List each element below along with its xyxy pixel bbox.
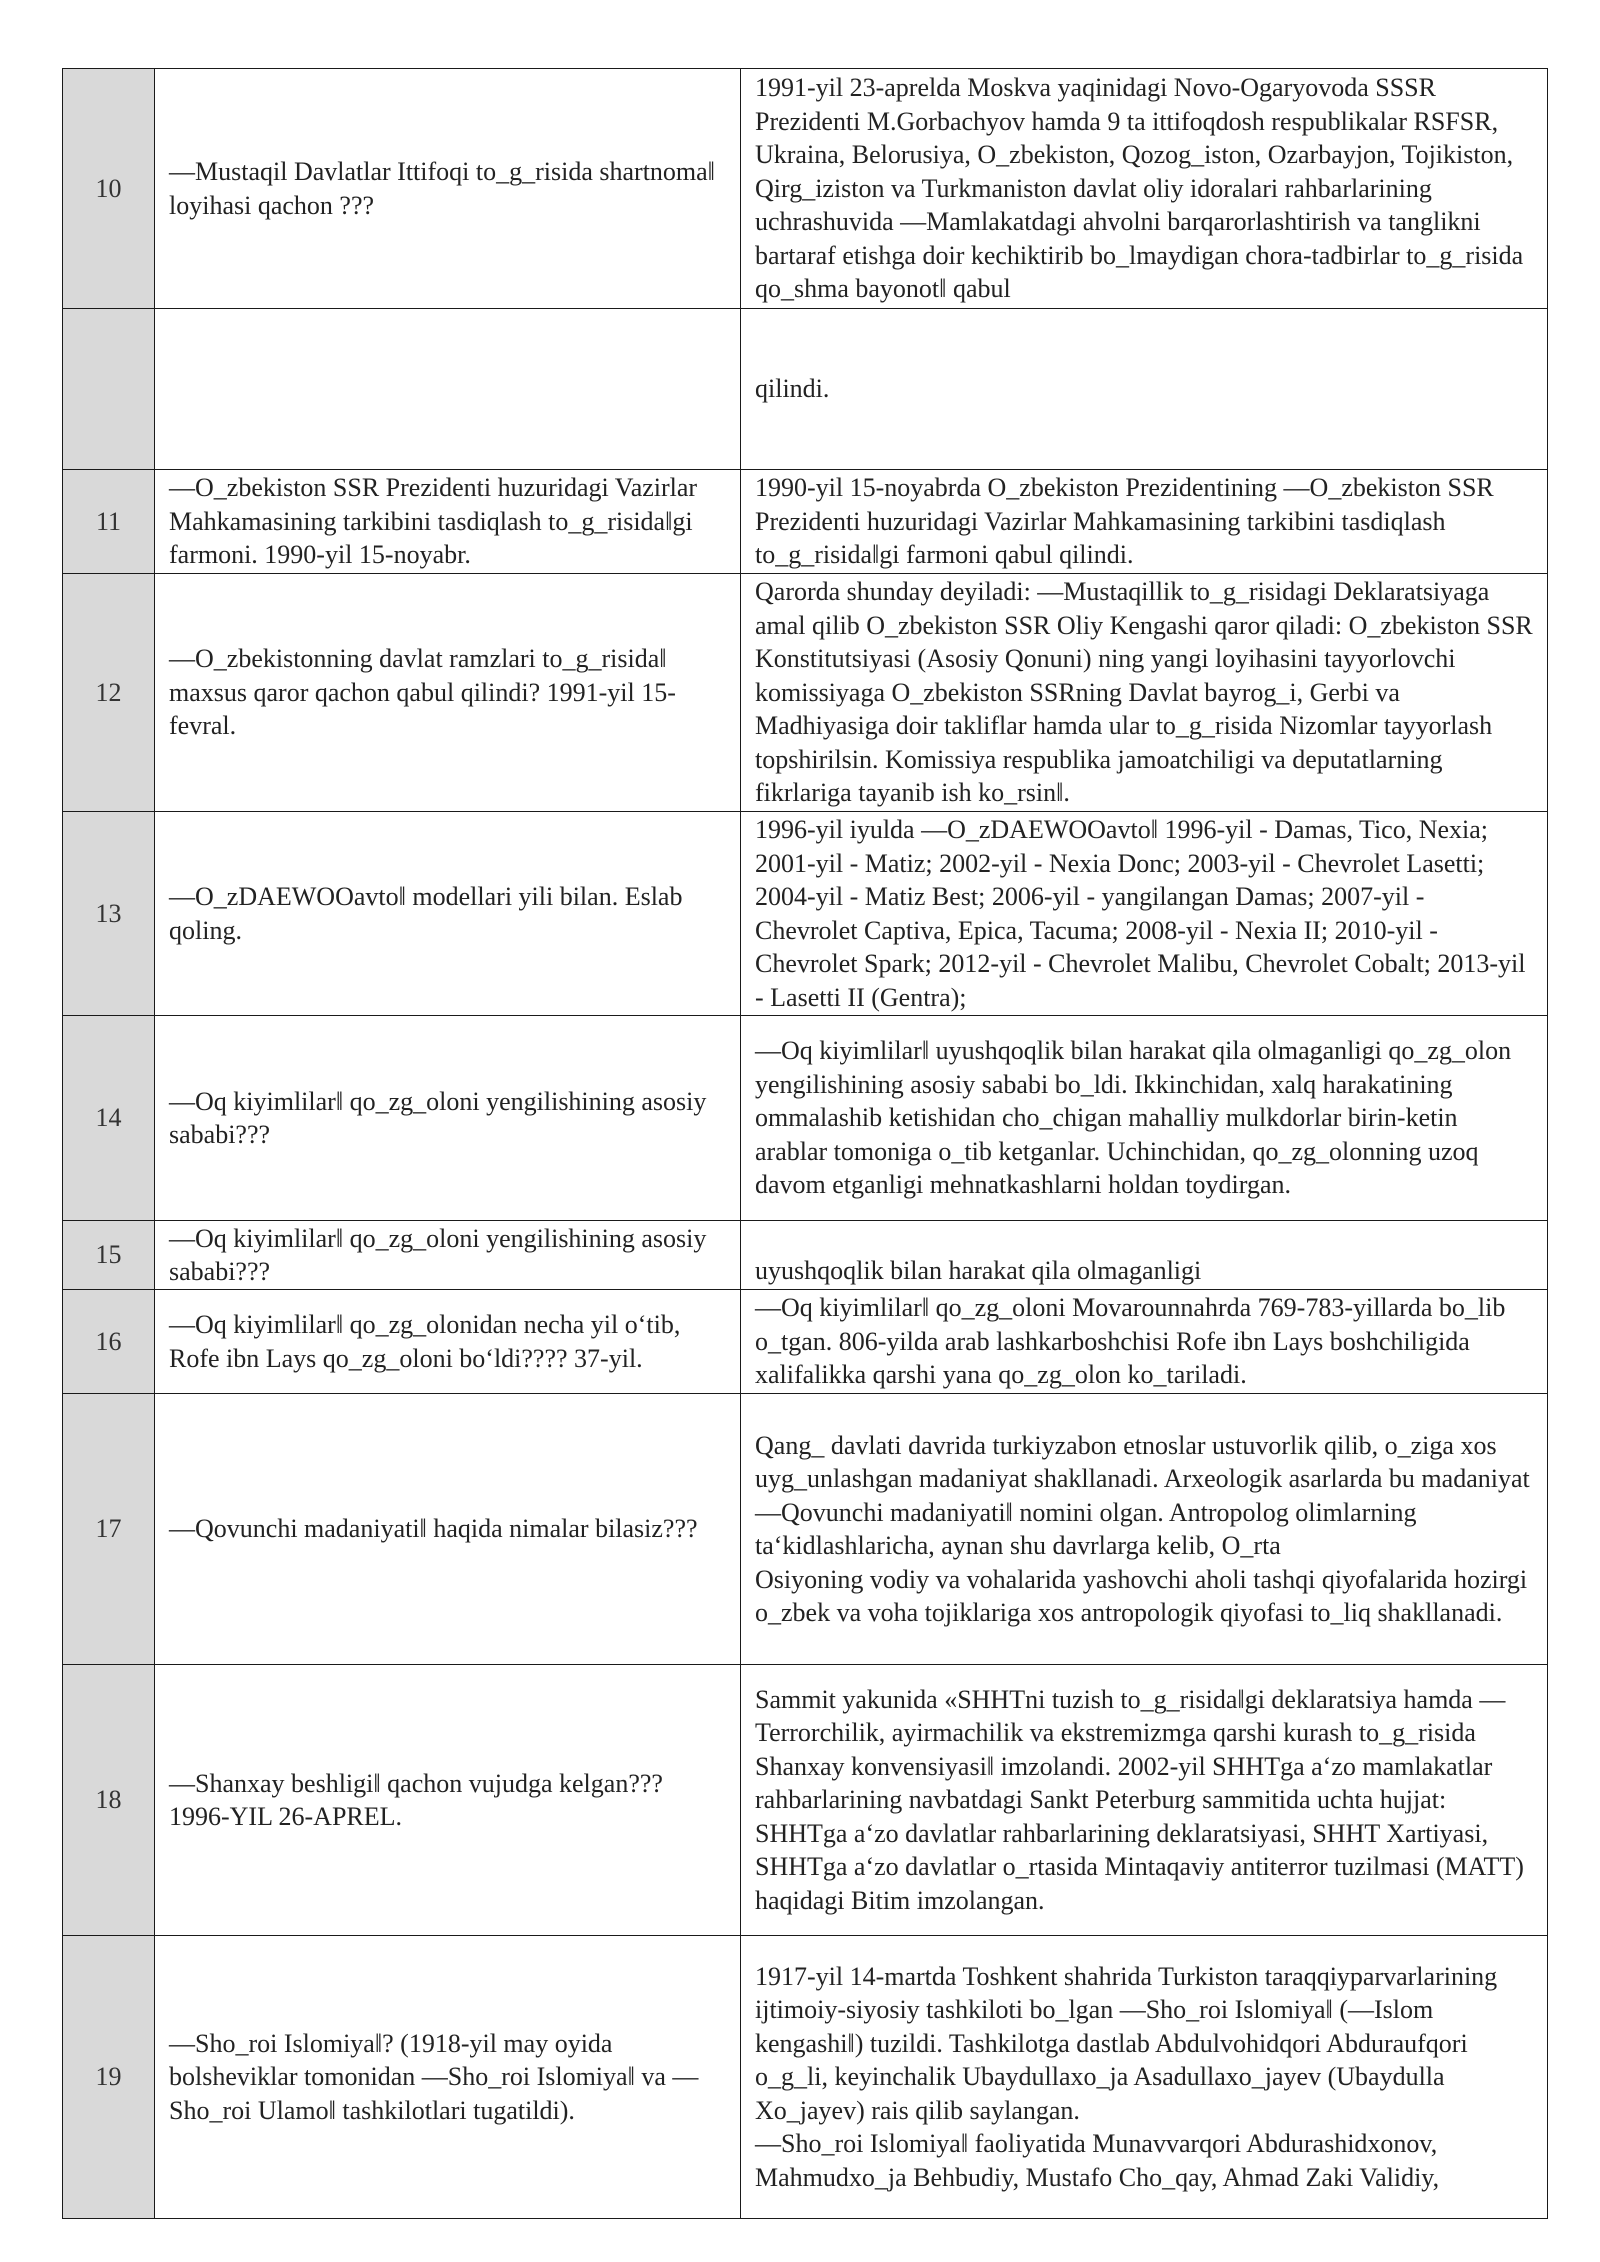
answer-cell: Sammit yakunida «SHHTni tuzish to_g_risida‖gi deklaratsiya hamda —Terrorchilik, ayirmachilik va ekstremizmga qarshi kurash to_g_risida Shanxay konvensiyasi‖ imzolandi. 2002-yil SHHTga a‘zo mamlakatlar rahbarlarining navbatdagi Sankt Peterburg sammitida uchta hujjat: SHHTga a‘zo davlatlar rahbarlarining deklaratsiyasi, SHHT Xartiyasi, SHHTga a‘zo davlatlar o_rtasida Mintaqaviy antiterror tuzilmasi (MATT) haqidagi Bitim imzolangan. — [741, 1665, 1548, 1936]
table-row — [63, 574, 1548, 812]
question-cell: —Oq kiyimlilar‖ qo_zg_oloni yengilishining asosiy sababi??? — [155, 1221, 741, 1290]
row-number: 14 — [63, 1016, 155, 1221]
question-cell: —Mustaqil Davlatlar Ittifoqi to_g_risida shartnoma‖ loyihasi qachon ??? — [155, 69, 741, 309]
table-row — [63, 69, 1548, 309]
question-cell — [155, 309, 741, 470]
answer-cell — [741, 1394, 1548, 1665]
qa-table — [62, 68, 1548, 2219]
answer-cell: Qarorda shunday deyiladi: —Mustaqillik to_g_risidagi Deklaratsiyaga amal qilib O_zbekiston SSR Oliy Kengashi qaror qiladi: O_zbekiston SSR Konstitutsiyasi (Asosiy Qonuni) ning yangi loyihasini tayyorlovchi komissiyaga O_zbekiston SSRning Davlat bayrog_i, Gerbi va Madhiyasiga doir takliflar hamda ular to_g_risida Nizomlar tayyorlash topshirilsin. Komissiya respublika jamoatchiligi va deputatlarning fikrlariga tayanib ish ko_rsin‖. — [741, 574, 1548, 812]
table-row — [63, 1665, 1548, 1936]
answer-cell: qilindi. — [741, 309, 1548, 470]
question-cell: —Sho_roi Islomiya‖? (1918-yil may oyida bolsheviklar tomonidan —Sho_roi Islomiya‖ va —Sho_roi Ulamo‖ tashkilotlari tugatildi). — [155, 1936, 741, 2219]
answer-cell: —Oq kiyimlilar‖ qo_zg_oloni Movarounnahrda 769-783-yillarda bo_lib o_tgan. 806-yilda arab lashkarboshchisi Rofe ibn Lays boshchiligida xalifalikka qarshi yana qo_zg_olon ko_tariladi. — [741, 1290, 1548, 1394]
answer-continuation: Osiyoning vodiy va vohalarida yashovchi aholi tashqi qiyofalarida hozirgi o_zbek va voha tojiklariga xos antropologik qiyofasi to_liq shakllanadi. — [755, 1564, 1528, 1627]
answer-text: 1917-yil 14-martda Toshkent shahrida Turkiston taraqqiyparvarlarining ijtimoiy-siyosiy tashkiloti bo_lgan —Sho_roi Islomiya‖ (—Islom kengashi‖) tuzildi. Tashkilotga dastlab Abdulvohidqori Abduraufqori o_g_li, keyinchalik Ubaydullaxo_ja Asadullaxo_jayev (Ubaydulla Xo_jayev) rais qilib saylangan. — [755, 1961, 1498, 2125]
question-cell: —Oq kiyimlilar‖ qo_zg_oloni yengilishining asosiy sababi??? — [155, 1016, 741, 1221]
answer-text: Qang_ davlati davrida turkiyzabon etnoslar ustuvorlik qilib, o_ziga xos uyg_unlashgan madaniyat shakllanadi. Arxeologik asarlarda bu madaniyat —Qovunchi madaniyati‖ nomini olgan. Antropolog olimlarning ta‘kidlashlaricha, aynan shu davrlarga kelib, O_rta — [755, 1430, 1530, 1560]
row-number: 15 — [63, 1221, 155, 1290]
question-cell: —O_zbekiston SSR Prezidenti huzuridagi Vazirlar Mahkamasining tarkibini tasdiqlash to_g_risida‖gi farmoni. 1990-yil 15-noyabr. — [155, 470, 741, 574]
row-number — [63, 309, 155, 470]
table-row — [63, 1221, 1548, 1290]
question-cell: —Shanxay beshligi‖ qachon vujudga kelgan??? 1996-YIL 26-APREL. — [155, 1665, 741, 1936]
row-number: 19 — [63, 1936, 155, 2219]
table-row — [63, 812, 1548, 1016]
answer-cell: 1996-yil iyulda —O_zDAEWOOavto‖ 1996-yil - Damas, Tico, Nexia; 2001-yil - Matiz; 2002-yil - Nexia Donc; 2003-yil - Chevrolet Lasetti; 2004-yil - Matiz Best; 2006-yil - yangilangan Damas; 2007-yil - Chevrolet Captiva, Epica, Tacuma; 2008-yil - Nexia II; 2010-yil - Chevrolet Spark; 2012-yil - Chevrolet Malibu, Chevrolet Cobalt; 2013-yil - Lasetti II (Gentra); — [741, 812, 1548, 1016]
table-row — [63, 470, 1548, 574]
answer-cell: 1991-yil 23-aprelda Moskva yaqinidagi Novo-Ogaryovoda SSSR Prezidenti M.Gorbachyov hamda 9 ta ittifoqdosh respublikalar RSFSR, Ukraina, Belorusiya, O_zbekiston, Qozog_iston, Ozarbayjon, Tojikiston, Qirg_iziston va Turkmaniston davlat oliy idoralari rahbarlarining uchrashuvida —Mamlakatdagi ahvolni barqarorlashtirish va tanglikni bartaraf etishga doir kechiktirib bo_lmaydigan chora-tadbirlar to_g_risida qo_shma bayonot‖ qabul — [741, 69, 1548, 309]
question-cell: —Oq kiyimlilar‖ qo_zg_olonidan necha yil o‘tib, Rofe ibn Lays qo_zg_oloni bo‘ldi???? 37-yil. — [155, 1290, 741, 1394]
row-number: 16 — [63, 1290, 155, 1394]
answer-continuation: —Sho_roi Islomiya‖ faoliyatida Munavvarqori Abdurashidxonov, Mahmudxo_ja Behbudiy, Mustafo Cho_qay, Ahmad Zaki Validiy, — [755, 2129, 1440, 2192]
row-number: 13 — [63, 812, 155, 1016]
answer-cell: uyushqoqlik bilan harakat qila olmaganligi — [741, 1221, 1548, 1290]
answer-cell: 1990-yil 15-noyabrda O_zbekiston Prezidentining —O_zbekiston SSR Prezidenti huzuridagi Vazirlar Mahkamasining tarkibini tasdiqlash to_g_risida‖gi farmoni qabul qilindi. — [741, 470, 1548, 574]
question-cell: —O_zDAEWOOavto‖ modellari yili bilan. Eslab qoling. — [155, 812, 741, 1016]
answer-cell: —Oq kiyimlilar‖ uyushqoqlik bilan harakat qila olmaganligi qo_zg_olon yengilishining asosiy sababi bo_ldi. Ikkinchidan, xalq harakatining ommalashib ketishidan cho_chigan mahalliy mulkdorlar birin-ketin arablar tomoniga o_tib ketganlar. Uchinchidan, qo_zg_olonning uzoq davom etganligi mehnatkashlarni holdan toydirgan. — [741, 1016, 1548, 1221]
table-row — [63, 1016, 1548, 1221]
row-number: 11 — [63, 470, 155, 574]
answer-cell — [741, 1936, 1548, 2219]
row-number: 17 — [63, 1394, 155, 1665]
question-cell: —Qovunchi madaniyati‖ haqida nimalar bilasiz??? — [155, 1394, 741, 1665]
table-row — [63, 1290, 1548, 1394]
table-row — [63, 309, 1548, 470]
table-row — [63, 1394, 1548, 1665]
question-cell: —O_zbekistonning davlat ramzlari to_g_risida‖ maxsus qaror qachon qabul qilindi? 1991-yil 15-fevral. — [155, 574, 741, 812]
row-number: 12 — [63, 574, 155, 812]
row-number: 10 — [63, 69, 155, 309]
table-row — [63, 1936, 1548, 2219]
row-number: 18 — [63, 1665, 155, 1936]
